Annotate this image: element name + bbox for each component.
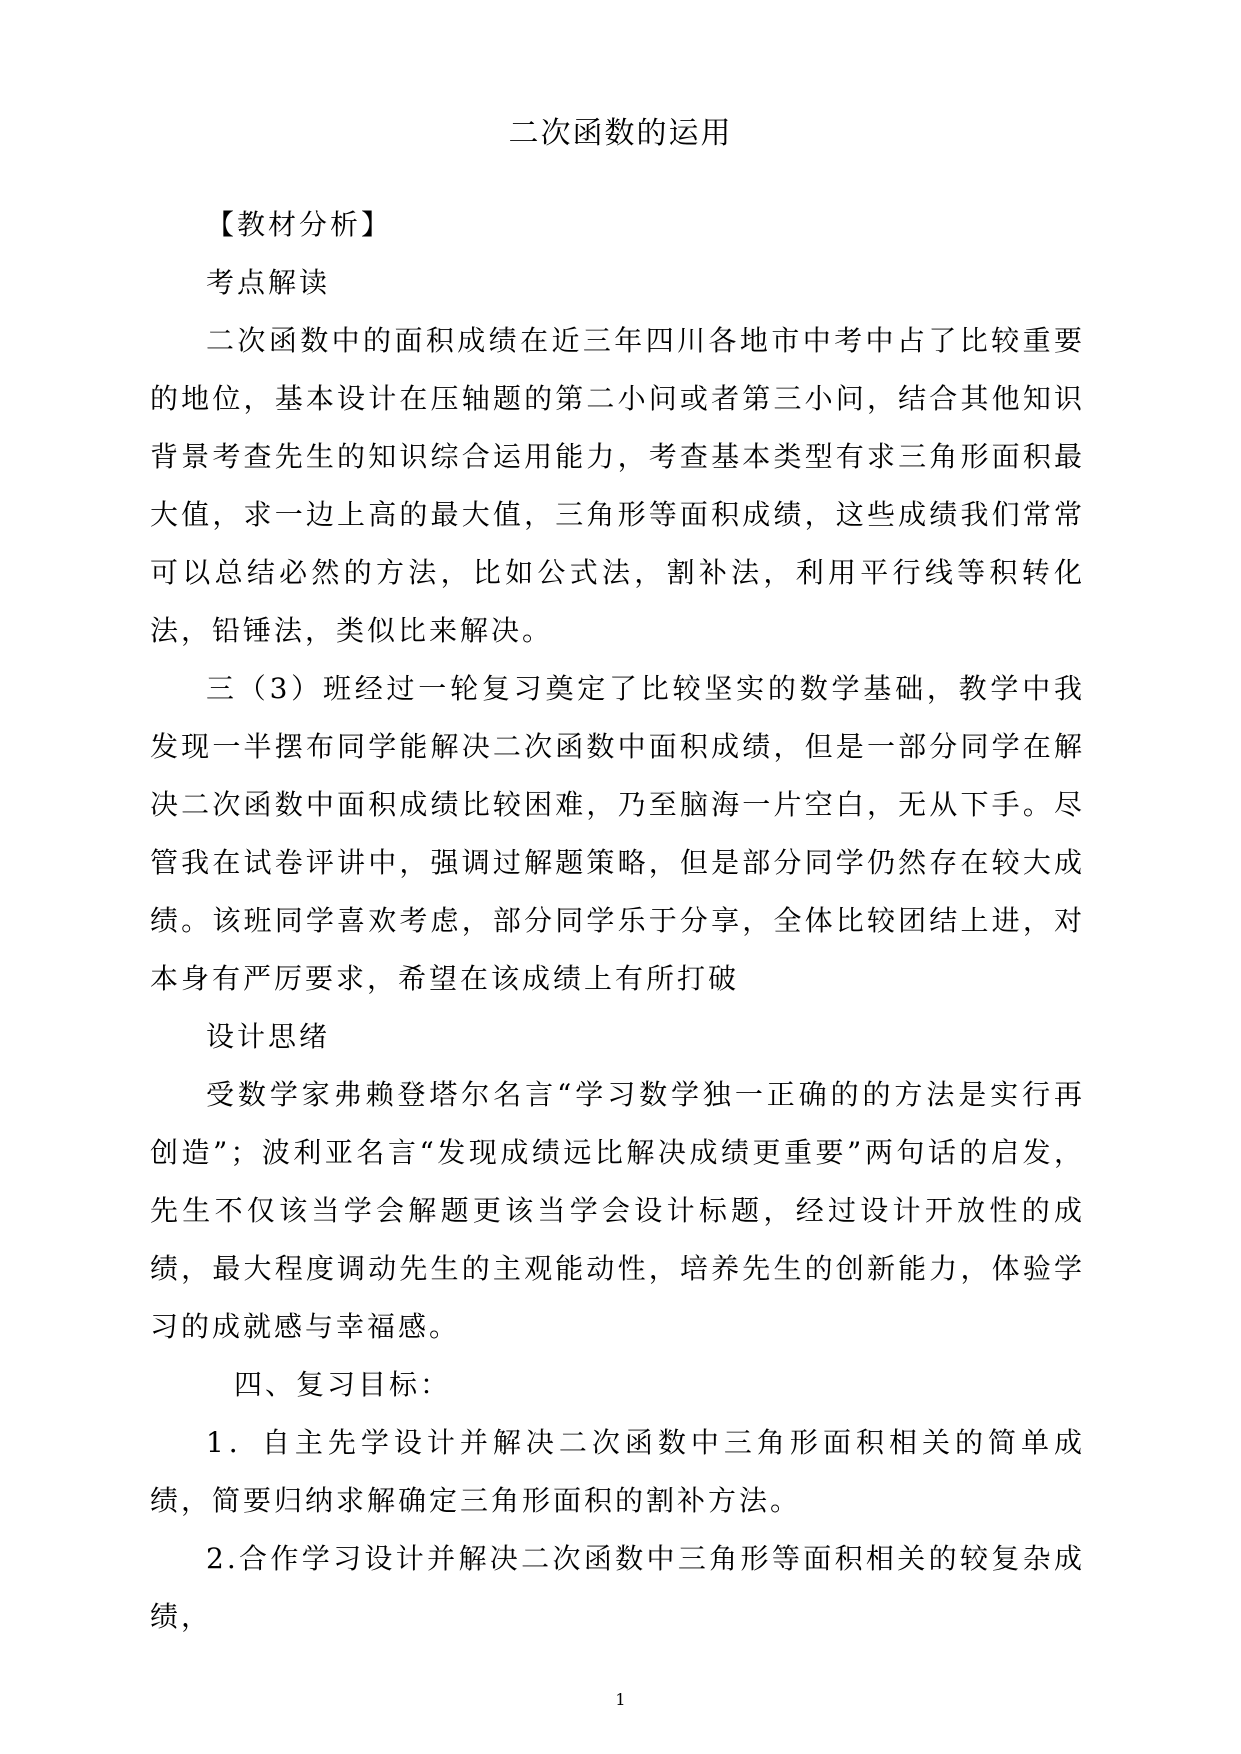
section-header: 【教材分析】 bbox=[206, 208, 393, 241]
analysis-paragraph: 二次函数中的面积成绩在近三年四川各地市中考中占了比较重要的地位，基本设计在压轴题的第二小问或者第三小问，结合其他知识背景考查先生的知识综合运用能力，考查基本类型有求三角形面积最大值，求一边上高的最大值，三角形等面积成绩，这些成绩我们常常可以总结必然的方法，比如公式法，割补法，利用平行线等积转化法，铅锤法，类似比来解决。 bbox=[150, 324, 1085, 647]
design-paragraph: 受数学家弗赖登塔尔名言“学习数学独一正确的的方法是实行再创造”；波利亚名言“发现成绩远比解决成绩更重要”两句话的启发，先生不仅该当学会解题更该当学会设计标题，经过设计开放性的成绩，最大程度调动先生的主观能动性，培养先生的创新能力，体验学习的成就感与幸福感。 bbox=[150, 1078, 1085, 1343]
design-heading: 设计思绪 bbox=[206, 1020, 331, 1053]
page-number: 1 bbox=[615, 1690, 626, 1709]
objectives-heading: 四、复习目标： bbox=[234, 1368, 452, 1401]
analysis-heading: 考点解读 bbox=[206, 266, 331, 299]
document-body bbox=[150, 196, 1085, 1646]
objective-item-1: 1．自主先学设计并解决二次函数中三角形面积相关的简单成绩，简要归纳求解确定三角形面积的割补方法。 bbox=[150, 1426, 1085, 1517]
document-title: 二次函数的运用 bbox=[508, 116, 733, 151]
class-paragraph: 三（3）班经过一轮复习奠定了比较坚实的数学基础，教学中我发现一半摆布同学能解决二次函数中面积成绩，但是一部分同学在解决二次函数中面积成绩比较困难，乃至脑海一片空白，无从下手。尽管我在试卷评讲中，强调过解题策略，但是部分同学仍然存在较大成绩。该班同学喜欢考虑，部分同学乐于分享，全体比较团结上进，对本身有严厉要求，希望在该成绩上有所打破 bbox=[150, 672, 1085, 995]
objective-item-2: 2.合作学习设计并解决二次函数中三角形等面积相关的较复杂成绩， bbox=[150, 1542, 1085, 1633]
